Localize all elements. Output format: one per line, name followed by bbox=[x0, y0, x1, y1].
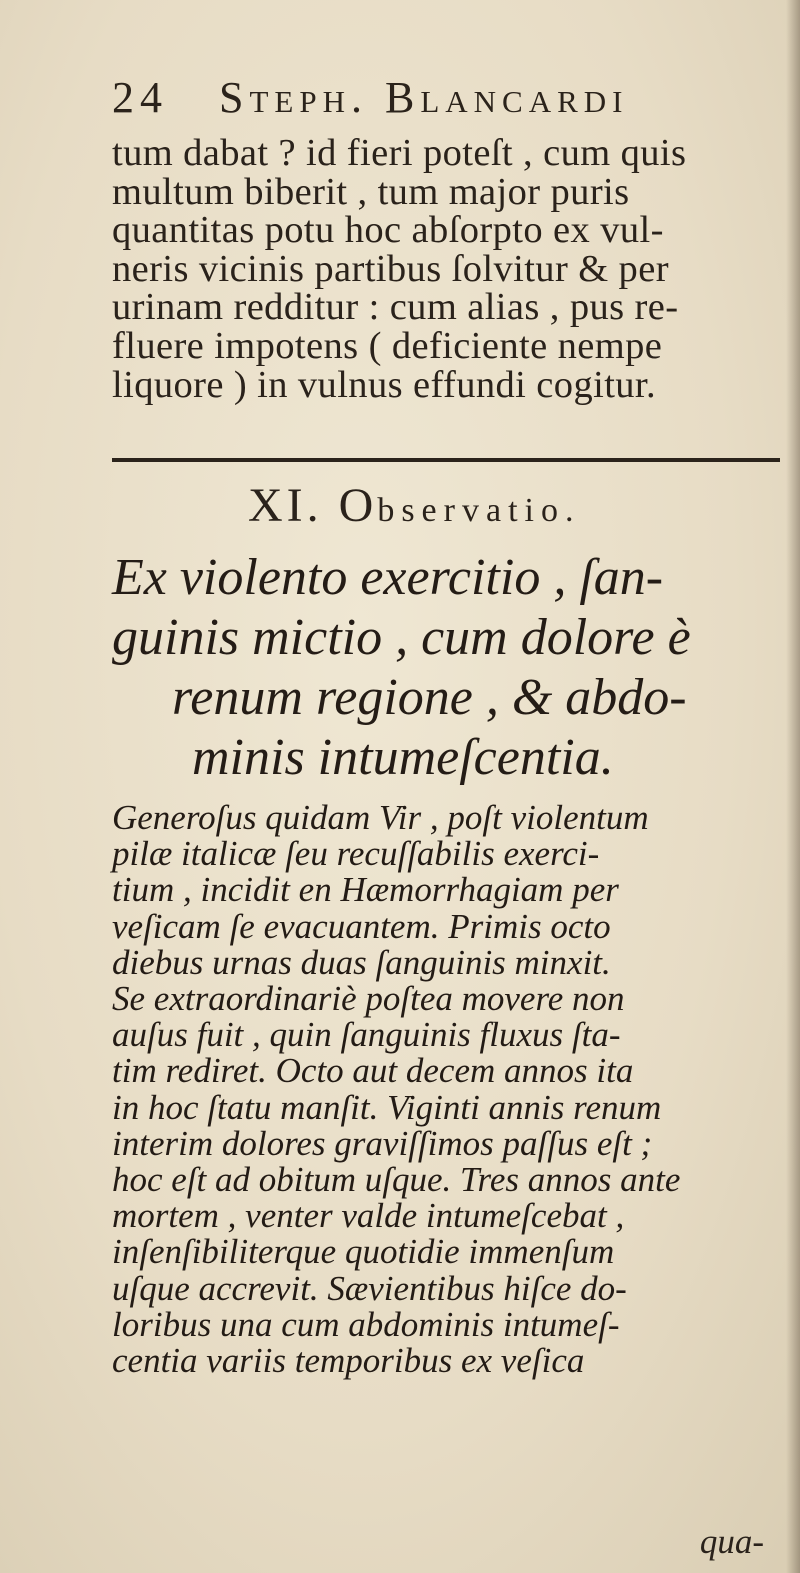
text-line: centia variis temporibus ex veſica bbox=[112, 1341, 585, 1381]
text-line: interim dolores graviſſimos paſſus eſt ; bbox=[112, 1123, 653, 1163]
text-line: pilæ italicæ ſeu recuſſabilis exerci- bbox=[112, 834, 600, 874]
text-line: Se extraordinariè poſtea movere non bbox=[112, 979, 625, 1019]
text-line: liquore ) in vulnus effundi cogitur. bbox=[112, 363, 657, 406]
text-line: mortem , venter valde intumeſcebat , bbox=[112, 1196, 625, 1236]
heading-line: minis intumeſcentia. bbox=[192, 729, 614, 786]
text-line: hoc eſt ad obitum uſque. Tres annos ante bbox=[112, 1160, 681, 1200]
text-line: quantitas potu hoc abſorpto ex vul- bbox=[112, 209, 664, 252]
running-header bbox=[112, 72, 752, 123]
text-line: urinam redditur : cum alias , pus re- bbox=[112, 286, 679, 329]
text-line: tium , incidit en Hæmorrhagiam per bbox=[112, 870, 619, 910]
catchword: qua- bbox=[699, 1522, 764, 1561]
text-line: multum biberit , tum major puris bbox=[112, 170, 630, 213]
text-line: tum dabat ? id fieri poteſt , cum quis bbox=[112, 132, 687, 174]
text-line: loribus una cum abdominis intumeſ- bbox=[112, 1304, 620, 1344]
text-line: tim rediret. Octo aut decem annos ita bbox=[112, 1051, 634, 1091]
observation-body bbox=[112, 800, 788, 1379]
observation-heading bbox=[112, 548, 772, 788]
text-line: uſque accrevit. Sævientibus hiſce do- bbox=[112, 1268, 627, 1308]
observation-label: bservatio. bbox=[377, 492, 581, 529]
text-line: in hoc ſtatu manſit. Viginti annis renum bbox=[112, 1087, 662, 1127]
text-line: veſicam ſe evacuantem. Primis octo bbox=[112, 906, 611, 946]
observation-title bbox=[248, 478, 580, 533]
observation-label-initial: O bbox=[338, 479, 378, 532]
heading-line: guinis mictio , cum dolore è bbox=[112, 609, 691, 666]
text-line: fluere impotens ( deficiente nempe bbox=[112, 324, 663, 367]
paragraph-continuation bbox=[112, 134, 798, 404]
text-line: Generoſus quidam Vir , poſt violentum bbox=[112, 798, 649, 837]
page-number: 24 bbox=[112, 73, 168, 122]
section-divider bbox=[112, 458, 780, 462]
observation-number: XI. bbox=[248, 479, 323, 532]
running-title: Steph. Blancardi bbox=[219, 73, 629, 122]
text-line: neris vicinis partibus ſolvitur & per bbox=[112, 247, 669, 290]
text-line: diebus urnas duas ſanguinis minxit. bbox=[112, 942, 611, 982]
text-line: auſus fuit , quin ſanguinis fluxus ſta- bbox=[112, 1015, 621, 1055]
text-line: inſenſibiliterque quotidie immenſum bbox=[112, 1232, 615, 1272]
heading-line: renum regione , & abdo- bbox=[172, 669, 687, 726]
heading-line: Ex violento exercitio , ſan- bbox=[112, 549, 664, 606]
